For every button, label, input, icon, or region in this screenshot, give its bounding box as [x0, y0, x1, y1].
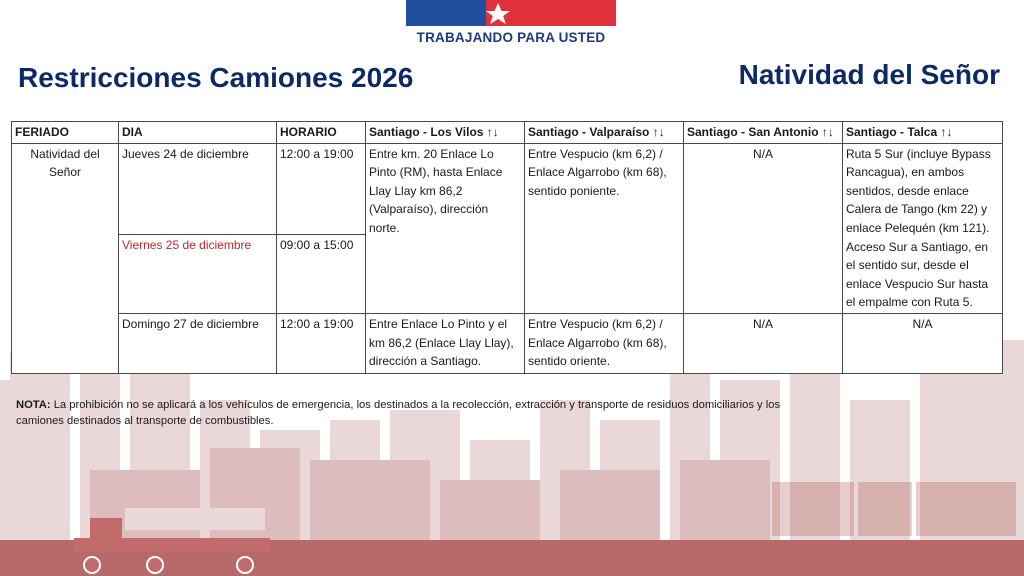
- valparaiso-cell: Entre Vespucio (km 6,2) / Enlace Algarrobo (km 68), sentido poniente.: [525, 143, 684, 313]
- column-header: FERIADO: [12, 122, 119, 144]
- logistica-logo: [858, 482, 912, 536]
- table-header-row: [12, 122, 1003, 144]
- horario-cell: 12:00 a 19:00: [277, 313, 366, 373]
- nota-text: La prohibición no se aplicará a los vehículos de emergencia, los destinados a la recolección, extracción y transporte de residuos domiciliarios y los camiones destinados al transporte de combustibles.: [16, 399, 781, 427]
- talca-cell: Ruta 5 Sur (incluye Bypass Rancagua), en ambos sentidos, desde enlace Calera de Tango (km 22) y enlace Pelequén (km 121). Acceso Sur a Santiago, en el sentido sur, desde el enlace Vespucio Sur hasta el empalme con Ruta 5.: [843, 143, 1003, 313]
- chile-flag-icon: [406, 0, 616, 26]
- column-header: Santiago - Valparaíso ↑↓: [525, 122, 684, 144]
- table-row: [12, 143, 1003, 234]
- talca-cell: N/A: [843, 313, 1003, 373]
- concesiones-logo: [916, 482, 1016, 536]
- brand-tagline: TRABAJANDO PARA USTED: [416, 30, 606, 45]
- dia-cell: Jueves 24 de diciembre: [119, 143, 277, 234]
- nota-label: NOTA:: [16, 399, 51, 411]
- table-row: [12, 313, 1003, 373]
- column-header: DIA: [119, 122, 277, 144]
- dia-cell: Viernes 25 de diciembre: [119, 234, 277, 313]
- horario-cell: 09:00 a 15:00: [277, 234, 366, 313]
- feriado-cell: Natividad del Señor: [12, 143, 119, 373]
- column-header: Santiago - San Antonio ↑↓: [684, 122, 843, 144]
- los-vilos-cell: Entre km. 20 Enlace Lo Pinto (RM), hasta Enlace Llay Llay km 86,2 (Valparaíso), dirección norte.: [366, 143, 525, 313]
- column-header: Santiago - Talca ↑↓: [843, 122, 1003, 144]
- column-header: HORARIO: [277, 122, 366, 144]
- holiday-title: Natividad del Señor: [738, 59, 1000, 90]
- dia-cell: Domingo 27 de diciembre: [119, 313, 277, 373]
- restrictions-table: [11, 121, 1003, 374]
- government-brand: [406, 0, 616, 46]
- san-antonio-cell: N/A: [684, 143, 843, 313]
- los-vilos-cell: Entre Enlace Lo Pinto y el km 86,2 (Enlace Llay Llay), dirección a Santiago.: [366, 313, 525, 373]
- subsecretaria-logo: [772, 482, 854, 536]
- san-antonio-cell: N/A: [684, 313, 843, 373]
- horario-cell: 12:00 a 19:00: [277, 143, 366, 234]
- page-title: Restricciones Camiones 2026: [18, 62, 414, 93]
- column-header: Santiago - Los Vilos ↑↓: [366, 122, 525, 144]
- valparaiso-cell: Entre Vespucio (km 6,2) / Enlace Algarrobo (km 68), sentido oriente.: [525, 313, 684, 373]
- nota-paragraph: [16, 397, 816, 429]
